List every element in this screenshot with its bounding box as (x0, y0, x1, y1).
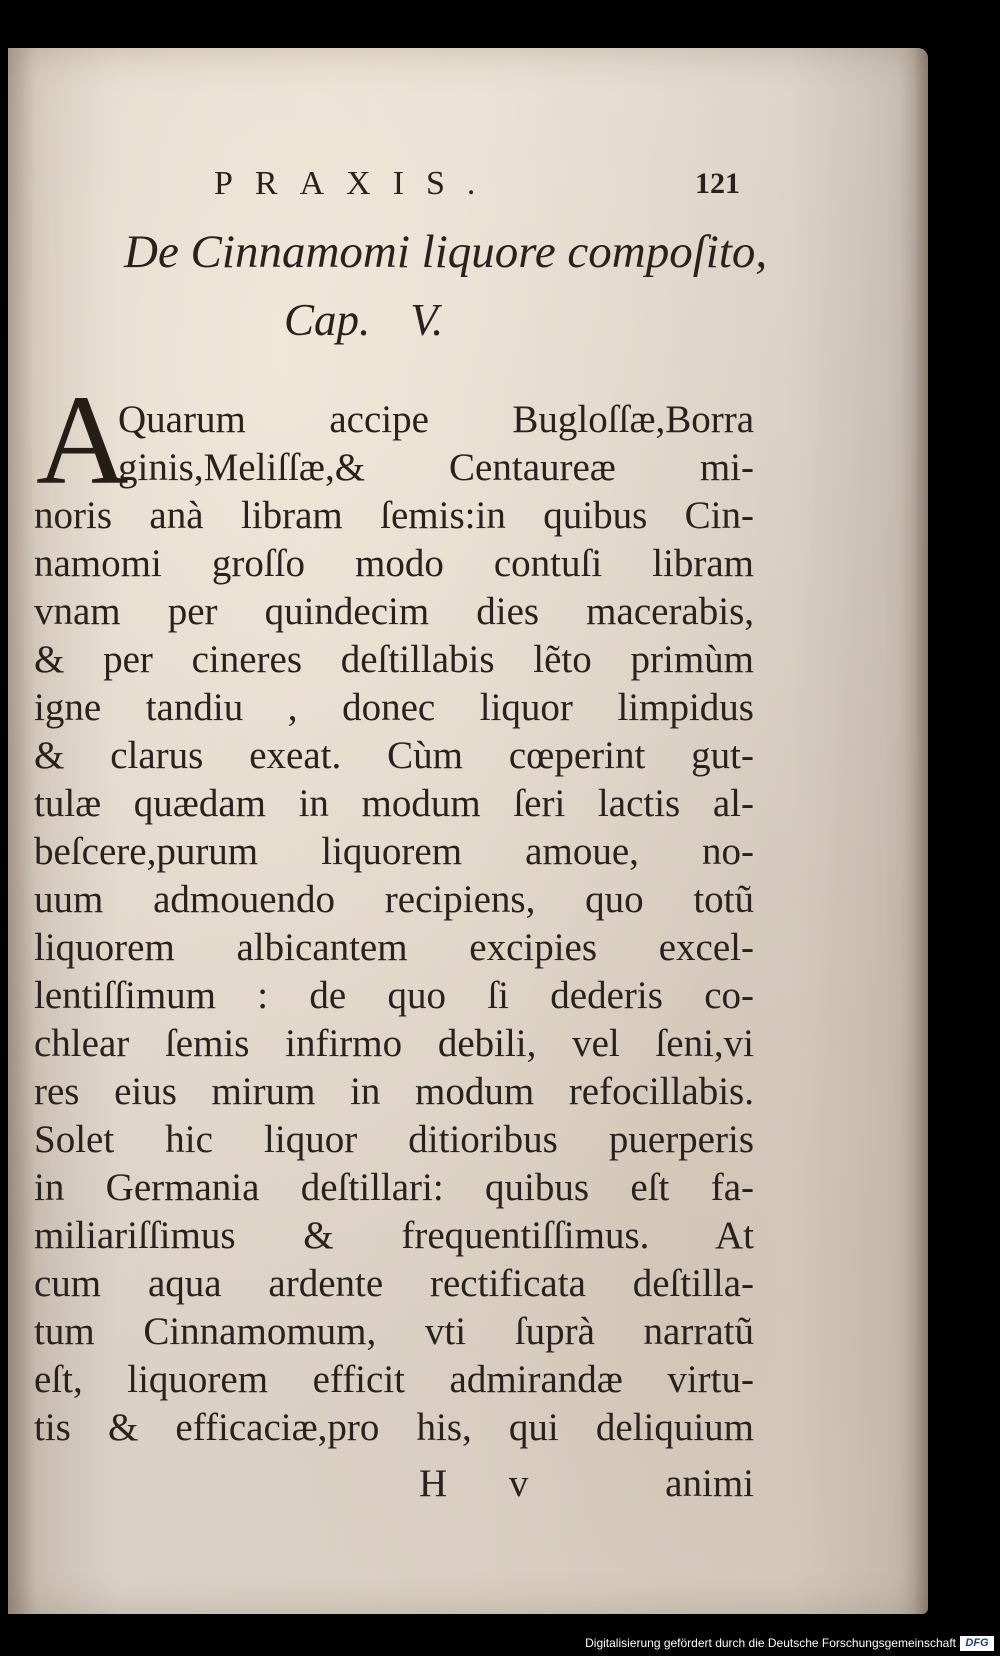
text-line: liquorem albicantem excipies excel- (34, 926, 754, 969)
text-line: lentiſſimum : de quo ſi dederis co- (34, 974, 754, 1017)
page-edge-shadow (914, 48, 928, 1614)
text-line: vnam per quindecim dies macerabis, (34, 590, 754, 633)
chapter-title: De Cinnamomi liquore compoſito, (124, 226, 768, 278)
running-head-title: PRAXIS. (214, 165, 498, 202)
body-text (34, 396, 754, 1452)
chapter-cap-label: Cap. (284, 295, 371, 345)
catchline (34, 1460, 754, 1508)
text-line: res eius mirum in modum refocillabis. (34, 1070, 754, 1113)
text-line: ginis,Meliſſæ,& Centaureæ mi- (118, 446, 754, 489)
text-line: cum aqua ardente rectificata deſtilla- (34, 1262, 754, 1305)
text-line: tum Cinnamomum, vti ſuprà narratũ (34, 1310, 754, 1353)
text-line: uum admouendo recipiens, quo totũ (34, 878, 754, 921)
text-line: Solet hic liquor ditioribus puerperis (34, 1118, 754, 1161)
dfg-logo-icon: DFG (960, 1636, 994, 1651)
text-line: Quarum accipe Bugloſſæ,Borra (118, 398, 754, 441)
running-head (34, 118, 754, 202)
text-line: miliariſſimus & frequentiſſimus. At (34, 1214, 754, 1257)
text-line: chlear ſemis infirmo debili, vel ſeni,vi (34, 1022, 754, 1065)
catchword: animi (665, 1462, 754, 1505)
drop-cap-initial: A (36, 369, 129, 511)
chapter-number (284, 292, 443, 348)
text-line: namomi groſſo modo contuſi libram (34, 542, 754, 585)
funding-credit: Digitalisierung gefördert durch die Deutsche Forschungsgemeinschaft (585, 1636, 956, 1650)
text-line: eſt, liquorem efficit admirandæ virtu- (34, 1358, 754, 1401)
signature-mark: H v (419, 1462, 555, 1505)
text-line: noris anà libram ſemis:in quibus Cin- (34, 494, 754, 537)
text-line: tis & efficaciæ,pro his, qui deliquium (34, 1406, 754, 1449)
text-line: in Germania deſtillari: quibus eſt fa- (34, 1166, 754, 1209)
book-page (8, 48, 928, 1614)
text-line: igne tandiu , donec liquor limpidus (34, 686, 754, 729)
footer-strip (0, 1626, 1000, 1656)
text-line: beſcere,purum liquorem amoue, no- (34, 830, 754, 873)
text-line: & clarus exeat. Cùm cœperint gut- (34, 734, 754, 777)
text-line: tulæ quædam in modum ſeri lactis al- (34, 782, 754, 825)
page-number: 121 (695, 167, 740, 200)
text-line: & per cineres deſtillabis lẽto primùm (34, 638, 754, 681)
chapter-cap-number: V. (410, 295, 444, 345)
